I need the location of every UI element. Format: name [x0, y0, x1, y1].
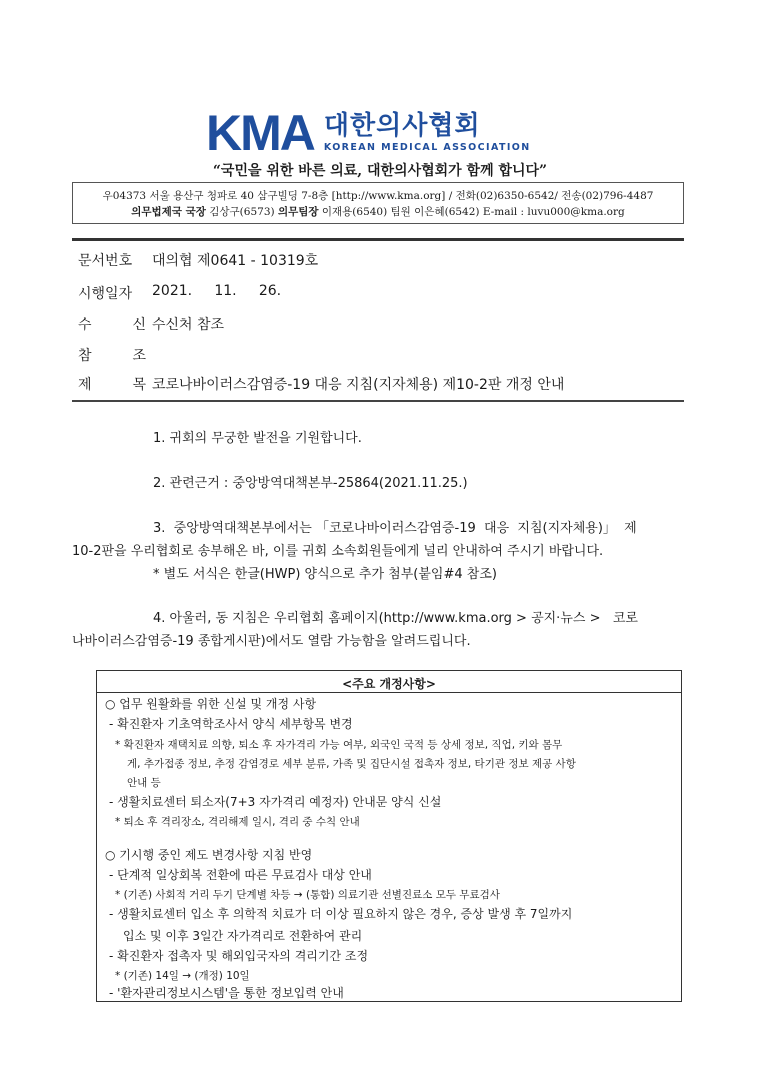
dept-person: 김상구(6573) [209, 206, 275, 218]
revision-summary-box [96, 670, 682, 1002]
team-people: 이재용(6540) 팀원 이은혜(6542) E-mail : luvu000@kma.org [321, 206, 625, 218]
divider-bottom [72, 400, 684, 402]
section-2-item-1-note: * (기존) 사회적 거리 두기 단계별 차등 → (통합) 의료기관 선별진료소 모두 무료검사 [115, 889, 500, 901]
recipient-label: 수 신 [78, 317, 146, 333]
section-2-item-3: - 확진환자 접촉자 및 해외입국자의 격리기간 조정 [109, 949, 369, 963]
paragraph-1: 1. 귀회의 무궁한 발전을 기원합니다. [153, 431, 362, 446]
section-1-item-1-note-1: * 확진환자 재택치료 의향, 퇴소 후 자가격리 가능 여부, 외국인 국적 등 상세 정보, 직업, 키와 몸무 [115, 739, 563, 751]
paragraph-4-line-2: 나바이러스감염증-19 종합게시판)에서도 열람 가능함을 알려드립니다. [72, 634, 471, 649]
org-name-english: KOREAN MEDICAL ASSOCIATION [323, 142, 531, 154]
section-1-item-2-note: * 퇴소 후 격리장소, 격리해제 일시, 격리 중 수칙 안내 [115, 816, 360, 828]
recipient-row [78, 314, 224, 334]
section-1-heading: ○ 업무 원활화를 위한 신설 및 개정 사항 [105, 697, 317, 711]
dept-label: 의무법제국 국장 [131, 206, 206, 218]
paragraph-3-line-1: 3. 중앙방역대책본부에서는 「코로나바이러스감염증-19 대응 지침(지자체용)」 제 [153, 521, 637, 536]
section-2-item-2-line-1: - 생활치료센터 입소 후 의학적 치료가 더 이상 필요하지 않은 경우, 증상 발생 후 7일까지 [109, 907, 573, 921]
section-2-item-1: - 단계적 일상회복 전환에 따른 무료검사 대상 안내 [109, 868, 372, 882]
paragraph-3-line-2: 10-2판을 우리협회로 송부해온 바, 이를 귀회 소속회원들에게 널리 안내하여 주시기 바랍니다. [72, 544, 604, 559]
divider-top [72, 238, 684, 241]
kma-logo-mark: KMA [206, 105, 314, 161]
section-2-item-3-note: * (기존) 14일 → (개정) 10일 [115, 970, 250, 982]
subject-value: 코로나바이러스감염증-19 대응 지침(지자체용) 제10-2판 개정 안내 [152, 377, 565, 393]
paragraph-2: 2. 관련근거 : 중앙방역대책본부-25864(2021.11.25.) [153, 476, 468, 491]
kma-logo [206, 105, 531, 161]
slogan: “국민을 위한 바른 의료, 대한의사협회가 함께 합니다” [212, 163, 548, 179]
doc-number-row [78, 250, 318, 270]
section-1-item-1-note-3: 안내 등 [127, 777, 161, 789]
box-title-divider [97, 692, 681, 693]
recipient-value: 수신처 참조 [152, 317, 225, 333]
paragraph-4-line-1: 4. 아울러, 동 지침은 우리협회 홈페이지(http://www.kma.org > 공지·뉴스 > 코로 [153, 611, 638, 626]
section-1-item-2: - 생활치료센터 퇴소자(7+3 자가격리 예정자) 안내문 양식 신설 [109, 795, 442, 809]
section-1-item-1-note-2: 게, 추가접종 정보, 추정 감염경로 세부 분류, 가족 및 집단시설 접촉자 정보, 타기관 정보 제공 사항 [127, 758, 576, 770]
doc-number: 대의협 제0641 - 10319호 [152, 253, 319, 269]
address-line: 우04373 서울 용산구 청파로 40 삼구빌딩 7-8층 [http://www.kma.org] / 전화(02)6350-6542/ 전송(02)796-4487 [102, 190, 654, 202]
reference-row [78, 345, 152, 365]
date-value: 2021. 11. 26. [152, 283, 282, 299]
paragraph-3-note: * 별도 서식은 한글(HWP) 양식으로 추가 첨부(붙임#4 참조) [153, 567, 497, 582]
section-2-item-2-line-2: 입소 및 이후 3일간 자가격리로 전환하여 관리 [123, 929, 363, 943]
box-title: <주요 개정사항> [342, 677, 436, 691]
section-2-heading: ○ 기시행 중인 제도 변경사항 지침 반영 [105, 848, 313, 862]
contact-line [73, 204, 683, 220]
date-row [78, 283, 281, 303]
org-name-korean: 대한의사협회 [323, 110, 481, 141]
section-1-item-1: - 확진환자 기초역학조사서 양식 세부항목 변경 [109, 717, 353, 731]
subject-row [78, 374, 564, 394]
subject-label: 제 목 [78, 377, 146, 393]
section-2-item-4: - '환자관리정보시스템'을 통한 정보입력 안내 [109, 986, 344, 1000]
doc-number-label: 문서번호 [78, 253, 133, 269]
reference-label: 참 조 [78, 348, 146, 364]
team-label: 의무팀장 [277, 206, 319, 218]
address-box [72, 182, 684, 224]
date-label: 시행일자 [78, 286, 133, 302]
